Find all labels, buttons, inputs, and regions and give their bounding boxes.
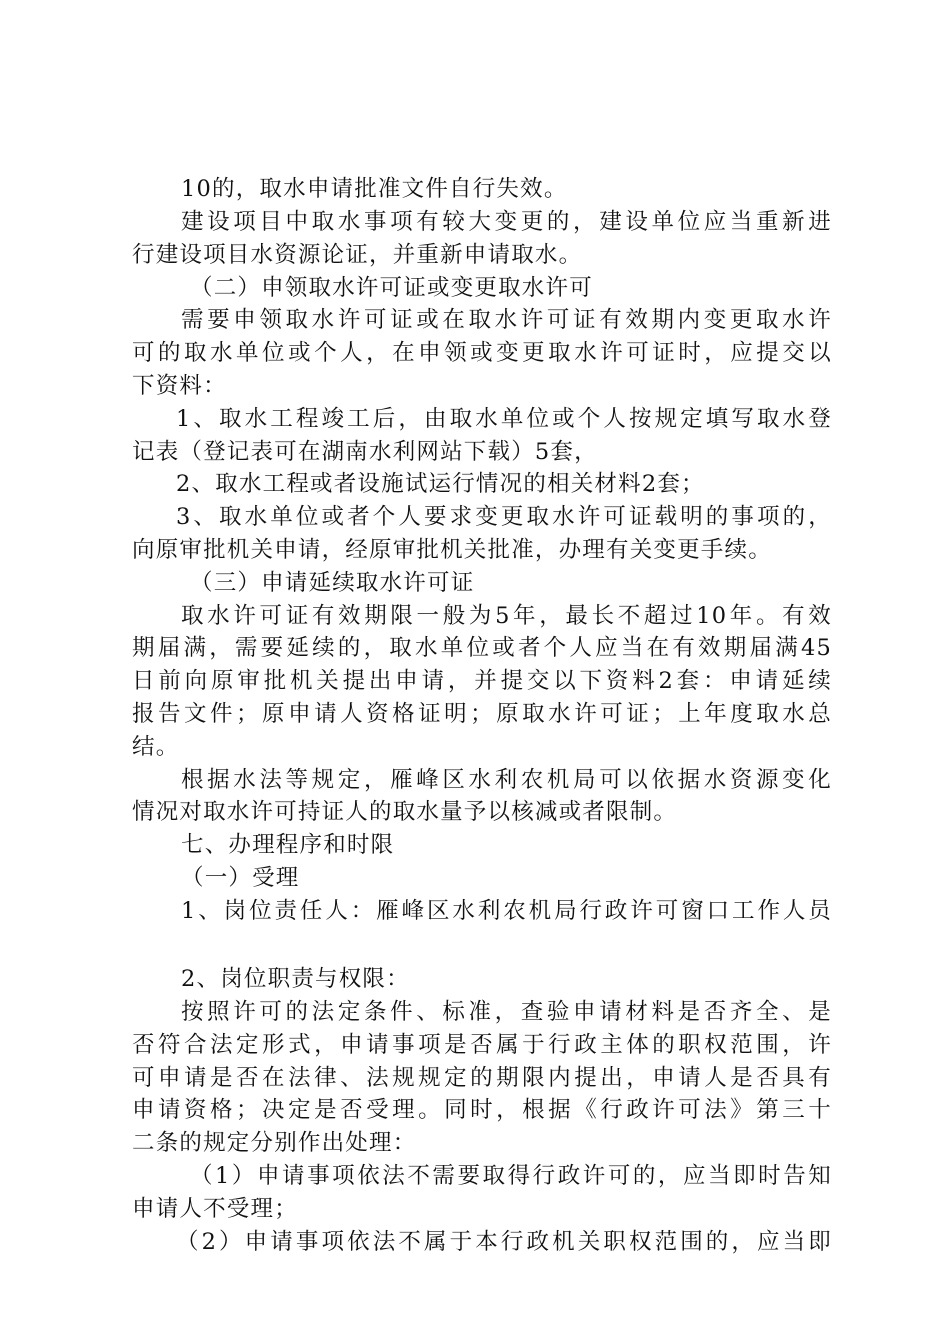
list-item-line: 1、取水工程竣工后，由取水单位或个人按规定填写取水登	[176, 406, 832, 432]
paragraph-line: 否符合法定形式，申请事项是否属于行政主体的职权范围，许	[132, 1032, 832, 1058]
list-item-line: （2）申请事项依法不属于本行政机关职权范围的，应当即	[176, 1229, 832, 1255]
paragraph-line: 取水许可证有效期限一般为5年，最长不超过10年。有效	[181, 603, 832, 629]
paragraph-line: 可的取水单位或个人，在申领或变更取水许可证时，应提交以	[132, 340, 832, 366]
section-heading: 七、办理程序和时限	[181, 832, 395, 858]
list-item-line: 3、取水单位或者个人要求变更取水许可证载明的事项的，	[176, 504, 832, 530]
paragraph-line: 报告文件；原申请人资格证明；原取水许可证；上年度取水总	[132, 701, 832, 727]
list-item-line: 记表（登记表可在湖南水利网站下载）5套，	[132, 439, 598, 465]
list-item-line: （1）申请事项依法不需要取得行政许可的，应当即时告知	[190, 1163, 832, 1189]
paragraph-line: 10的，取水申请批准文件自行失效。	[181, 176, 568, 202]
paragraph-line: 情况对取水许可持证人的取水量予以核减或者限制。	[132, 799, 678, 825]
paragraph-line: 行建设项目水资源论证，并重新申请取水。	[132, 242, 583, 268]
paragraph-line: 可申请是否在法律、法规规定的期限内提出，申请人是否具有	[132, 1065, 832, 1091]
list-item-line: 2、取水工程或者设施试运行情况的相关材料2套；	[176, 471, 705, 497]
paragraph-line: 下资料：	[132, 373, 227, 399]
section-heading: （二）申领取水许可证或变更取水许可	[190, 275, 593, 301]
paragraph-line: 日前向原审批机关提出申请，并提交以下资料2套：申请延续	[132, 668, 832, 694]
list-item-line: 向原审批机关申请，经原审批机关批准，办理有关变更手续。	[132, 537, 772, 563]
section-heading: （一）受理	[181, 865, 300, 891]
section-heading: （三）申请延续取水许可证	[190, 570, 475, 596]
paragraph-line: 需要申领取水许可证或在取水许可证有效期内变更取水许	[181, 307, 832, 333]
paragraph-line: 二条的规定分别作出处理：	[132, 1130, 417, 1156]
paragraph-line: 1、岗位责任人：雁峰区水利农机局行政许可窗口工作人员	[181, 898, 832, 924]
paragraph-line: 申请资格；决定是否受理。同时，根据《行政许可法》第三十	[132, 1097, 832, 1123]
paragraph-line: 根据水法等规定，雁峰区水利农机局可以依据水资源变化	[181, 767, 832, 793]
paragraph-line: 结。	[132, 734, 180, 760]
paragraph-line: 2、岗位职责与权限：	[181, 966, 410, 992]
paragraph-line: 按照许可的法定条件、标准，查验申请材料是否齐全、是	[181, 999, 832, 1025]
paragraph-line: 建设项目中取水事项有较大变更的，建设单位应当重新进	[181, 209, 832, 235]
paragraph-line: 期届满，需要延续的，取水单位或者个人应当在有效期届满45	[132, 635, 832, 661]
list-item-line: 申请人不受理；	[132, 1196, 298, 1222]
